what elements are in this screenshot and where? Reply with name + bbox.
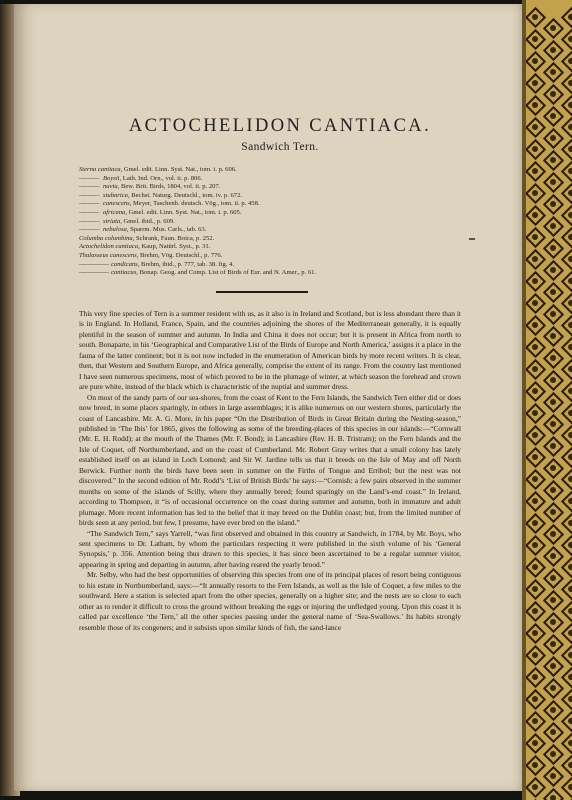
ornament-dot [568,300,572,306]
ornament-dot [532,80,538,86]
ornament-dot [550,223,556,229]
ornament-dot [532,366,538,372]
ornament-dot [532,300,538,306]
synonym-reference: Bechst. Naturg. Deutschl., tom. iv. p. 672. [131,191,243,199]
ornament-dot [550,201,556,207]
ornament-dot [550,597,556,603]
ditto-dash: ———— [79,200,99,208]
synonym-entry [79,261,479,270]
section-divider [216,291,308,293]
ornament-dot [568,696,572,702]
ornament-dot [532,212,538,218]
ornament-dot [532,564,538,570]
synonym-reference: Gmel. ibid., p. 609. [123,217,175,225]
ornament-dot [532,190,538,196]
synonym-name: canescens, [103,200,132,208]
margin-mark [469,238,475,240]
ornament-dot [568,762,572,768]
ornament-dot [568,212,572,218]
ornament-dot [532,388,538,394]
ornament-dot [568,432,572,438]
synonym-name: stubarica, [103,191,130,199]
ornament-dot [550,267,556,273]
ornament-dot [568,388,572,394]
synonym-name: cantiacus, [111,269,138,277]
synonym-entry [79,192,479,201]
synonym-entry [79,166,479,175]
ornament-dot [568,498,572,504]
synonym-reference: Lath. Ind. Orn., vol. ii. p. 806. [122,174,203,182]
synonym-reference: Kaup, Natürl. Syst., p. 31. [141,243,211,251]
synonym-entry [79,243,479,252]
ornament-dot [568,322,572,328]
ornament-dot [550,729,556,735]
binding-edge [522,0,526,800]
ornament-dot [532,608,538,614]
ornament-dot [550,179,556,185]
ornament-dot [532,102,538,108]
ornament-dot [550,773,556,779]
ornament-dot [568,234,572,240]
ornament-dot [550,751,556,757]
ornament-dot [568,454,572,460]
synonym-reference: Brehm, ibid., p. 777, tab. 38. fig. 4. [141,260,235,268]
ornament-dot [550,663,556,669]
synonym-reference: Bew. Brit. Birds, 1804, vol. ii. p. 207. [120,183,221,191]
ditto-dash: ———— [79,217,99,225]
ditto-dash: ———— [79,208,99,216]
synonym-entry [79,183,479,192]
ornament-dot [568,476,572,482]
ornament-dot [532,586,538,592]
synonym-name: Columba columbina, [79,234,135,242]
ornament-dot [532,278,538,284]
synonym-entry [79,175,479,184]
synonym-name: Actochelidon cantiaca, [79,243,140,251]
ornament-dot [568,256,572,262]
ornament-dot [532,58,538,64]
ornament-dot [568,14,572,20]
ornament-dot [568,278,572,284]
ornament-dot [550,289,556,295]
synonym-reference: Gmel. edit. Linn. Syst. Nat., tom. i. p. 606. [123,166,237,173]
ornament-dot [550,443,556,449]
ornament-dot [550,245,556,251]
ornament-dot [532,652,538,658]
paragraph: “The Sandwich Tern,” says Yarrell, “was first observed and obtained in this country at Sandwich, in 1784, by Mr. Boys, who sent specimens to Dr. Latham, by whom the particulars respecting it were published in the sixth volume of his ‘General Synopsis,’ p. 356. Attention being thus drawn to this species, it has since been ascertained to be a regular summer visitor, appearing in spring and departing in autumn, after having reared the yearly brood.” [79,528,461,569]
article-body [79,309,461,633]
ornament-dot [532,520,538,526]
ornament-dot [550,575,556,581]
ornament-dot [532,322,538,328]
ornament-dot [532,630,538,636]
synonym-name: Sterna cantiaca, [79,166,123,173]
ornament-dot [532,454,538,460]
synonym-entry [79,252,479,261]
ornament-dot [532,718,538,724]
ornament-dot [532,432,538,438]
paragraph: This very fine species of Tern is a summer resident with us, as it also is in Ireland and Scotland, but is less abundant there than it is in England. In Holland, France, Spain, and the countries adjoining the shores of the Mediterranean generally, it is equally plentiful in the season of summer and autumn. In India and China it does not occur; but it is present in Africa from north to south. Bonaparte, in his ‘Geographical and Comparative List of the Birds of Europe and North America,’ assigns it a place in the fauna of the latter continent; but it is not now included in the enumeration of American birds by more recent writers. It is clear, then, that Western and Southern Europe, and Africa generally, comprise the extent of its range. From the country last mentioned I have seen numerous specimens, most of which proved to be in the plumage of winter, at which season the forehead and crown are pure white, instead of the black which is characteristic of the nuptial and summer dress. [79,309,461,392]
ornament-dot [550,333,556,339]
synonym-entry [79,269,479,278]
ornament-dot [532,762,538,768]
ornament-dot [550,113,556,119]
synonym-reference: Meyer, Taschenb. deutsch. Vög., tom. ii. p. 458. [133,200,260,208]
synonym-reference: Gmel. edit. Linn. Syst. Nat., tom. i. p. 605. [128,208,242,216]
ditto-dash: ———— [79,191,99,199]
synonym-name: striata, [103,217,122,225]
ornament-dot [550,25,556,31]
ornament-dot [550,707,556,713]
ornament-dot [568,146,572,152]
ornament-dot [568,586,572,592]
ornament-dot [532,784,538,790]
ornament-dot [568,366,572,372]
ornament-dot [550,465,556,471]
synonym-entry [79,226,479,235]
ornament-dot [568,102,572,108]
ditto-dash: ———— [79,174,99,182]
ornament-dot [550,47,556,53]
synonym-entry [79,209,479,218]
ditto-dash: —————— [79,260,109,268]
synonymy-list [79,166,479,278]
paragraph: Mr. Selby, who had the best opportunities of observing this species from one of its principal places of resort being contiguous to his estate in Northumberland, says:—“It annually resorts to the Fern Islands, as well as the Isle of Coquet, a few miles to the southward. Here a station is selected apart from the other species, generally on a higher site; and the nests are so close to each other as to render it difficult to cross the ground without breaking the eggs or injuring the unfledged young. Upon this coast it is called par excellence ‘the Tern,’ all the other species passing under the general name of ‘Sea-Swallows.’ Its habits strongly resemble those of its congeners; and it subsists upon similar kinds of fish, the sand-lance [79,570,461,632]
ornament-dot [532,344,538,350]
ornament-dot [568,608,572,614]
ornament-dot [568,410,572,416]
ornament-dot [532,476,538,482]
page-title: ACTOCHELIDON CANTIACA. [128,116,432,136]
ornament-dot [568,344,572,350]
page-subtitle: Sandwich Tern. [241,141,319,153]
ornament-dot [568,740,572,746]
ornament-dot [532,498,538,504]
synonym-name: Boysii, [103,174,122,182]
synonym-reference: Brehm, Vög. Deutschl., p. 776. [140,251,223,259]
synonym-name: candicans, [111,260,140,268]
ornament-dot [568,718,572,724]
ornament-dot [550,641,556,647]
synonym-name: Thalasseus canescens, [79,251,139,259]
synonym-entry [79,218,479,227]
ornament-dot [550,377,556,383]
ornament-dot [568,542,572,548]
synonym-reference: Schrank, Faun. Boica, p. 252. [135,234,215,242]
synonym-name: africana, [103,208,127,216]
ornament-dot [532,234,538,240]
decorative-binding [522,0,572,800]
ornament-dot [532,740,538,746]
ornament-dot [568,80,572,86]
ornament-dot [568,190,572,196]
ornament-dot [532,410,538,416]
ornament-dot [550,91,556,97]
ornament-dot [532,14,538,20]
synonym-reference: Sparrm. Mus. Carls., tab. 63. [130,226,207,234]
ornament-dot [550,487,556,493]
ornament-dot [550,355,556,361]
ornament-dot [568,58,572,64]
synonym-entry [79,200,479,209]
ditto-dash: ———— [79,226,99,234]
ornament-dot [550,421,556,427]
ornament-dot [568,674,572,680]
ornament-dot [568,630,572,636]
ornament-dot [550,685,556,691]
ornament-dot [568,652,572,658]
ornament-dot [568,168,572,174]
ornament-dot [568,564,572,570]
ornament-dot [532,674,538,680]
ornament-dot [550,311,556,317]
ornament-dot [568,36,572,42]
ornament-dot [532,124,538,130]
ornament-dot [532,168,538,174]
ornament-dot [550,509,556,515]
synonym-reference: Bonap. Geog. and Comp. List of Birds of Eur. and N. Amer., p. 61. [139,269,317,277]
ditto-dash: ———— [79,183,99,191]
synonym-name: nebulosa, [103,226,129,234]
synonym-entry [79,235,479,244]
ornament-dot [532,36,538,42]
paragraph: On most of the sandy parts of our sea-shores, from the coast of Kent to the Fern Islands, the Sandwich Tern either did or does now breed, in some places sparingly, in others in large assemblages; it is alike numerous on our western shores, particularly the coast of Lancashire. Mr. A. G. More, in his paper “On the Distribution of Birds in Great Britain during the Nesting-season,” published in ‘The Ibis’ for 1865, gives the following as some of the breeding-places of this species in our islands:—“Cornwall (Mr. E. H. Rodd); at the mouth of the Thames (Mr. F. Bond); in Lancashire (Rev. H. B. Tristram); on the Fern Islands and the Isle of Coquet, off Northumberland, and on the coast of Cumberland. Mr. Robert Gray writes that a small colony has lately established itself on an island in Loch Lomond; and Sir W. Jardine tells us that it breeds on the Isle of May and off North Berwick. Further north the birds have been seen in summer on the Firths of Tongue and Erribol; but the nest was not discovered.” In the second edition of Mr. Rodd’s ‘List of British Birds’ he says:—“Cornish: a few pairs observed in the summer months on some of the islands of Scilly, where they annually breed; found sparingly on the Land’s-end coast.” In Ireland, according to Thompson, it “is of occasional occurrence on the coast during summer and autumn, both in immature and adult plumage. More recent information has led to the belief that it may breed on the Dublin coast; but, from the limited number of birds seen at any period, but few, I presume, have ever bred on the island.” [79,392,461,528]
ornament-dot [550,531,556,537]
ditto-dash: —————— [79,269,109,277]
ornament-dot [532,256,538,262]
ornament-dot [550,69,556,75]
ornament-dot [532,542,538,548]
ornament-dot [568,124,572,130]
ornament-dot [550,157,556,163]
ornament-dot [550,619,556,625]
ornament-dot [532,146,538,152]
ornament-dot [568,520,572,526]
ornament-dot [532,696,538,702]
ornament-dot [550,795,556,800]
ornament-dot [550,399,556,405]
ornament-dot [550,553,556,559]
ornament-dot [568,784,572,790]
ornament-dot [550,135,556,141]
synonym-name: navia, [103,183,120,191]
